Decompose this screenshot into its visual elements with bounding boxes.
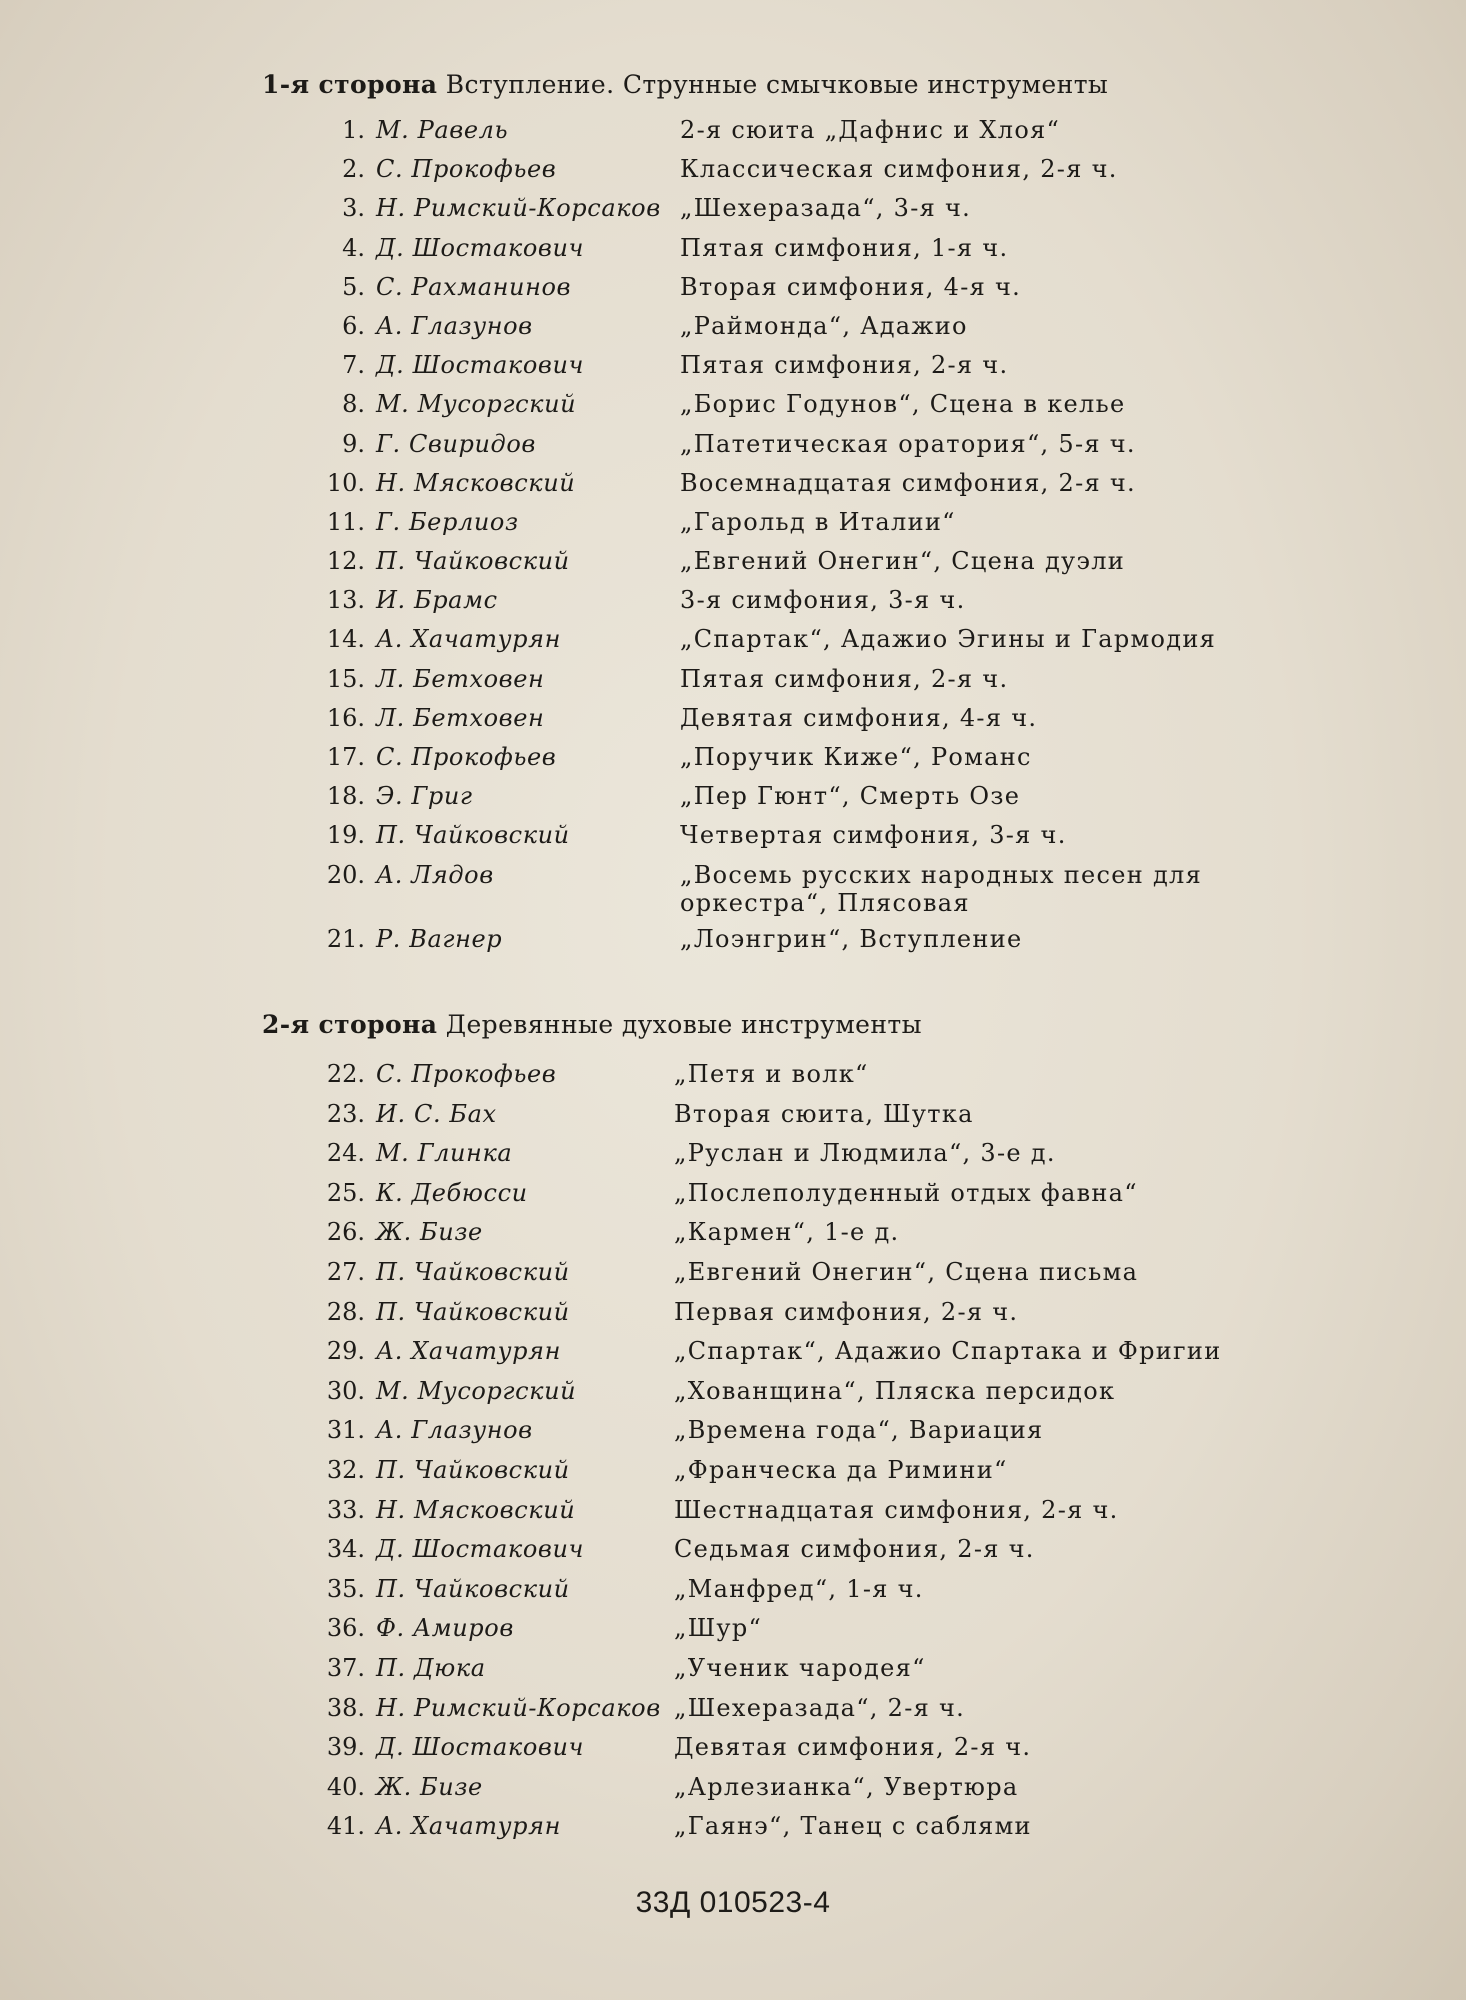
track-composer: А. Хачатурян <box>376 625 562 654</box>
track-number: 36. <box>326 1614 365 1643</box>
track-work: „Борис Годунов“, Сцена в келье <box>680 390 1126 419</box>
track-row <box>0 586 1466 625</box>
track-composer: Р. Вагнер <box>376 924 503 953</box>
track-composer: Д. Шостакович <box>376 351 585 380</box>
track-row <box>0 1733 1466 1773</box>
track-number: 35. <box>326 1574 365 1603</box>
track-number: 4. <box>342 233 365 262</box>
track-composer: П. Чайковский <box>376 1257 570 1286</box>
track-work: „Пер Гюнт“, Смерть Озе <box>680 782 1021 811</box>
track-row <box>0 1218 1466 1258</box>
track-work: „Шехеразада“, 3-я ч. <box>680 194 972 223</box>
track-composer: П. Чайковский <box>376 547 570 576</box>
track-work: Вторая симфония, 4-я ч. <box>680 272 1022 301</box>
track-work: Восемнадцатая симфония, 2-я ч. <box>680 468 1136 497</box>
track-work: „Лоэнгрин“, Вступление <box>680 924 1023 953</box>
track-number: 5. <box>342 272 365 301</box>
track-number: 19. <box>326 821 365 850</box>
track-composer: Д. Шостакович <box>376 233 585 262</box>
track-composer: Д. Шостакович <box>376 1733 585 1762</box>
track-row <box>0 743 1466 782</box>
track-number: 21. <box>326 924 365 953</box>
track-row <box>0 273 1466 312</box>
track-row <box>0 351 1466 390</box>
track-row <box>0 547 1466 586</box>
track-number: 1. <box>342 116 365 144</box>
track-row <box>0 625 1466 664</box>
track-row <box>0 1298 1466 1338</box>
track-row <box>0 1654 1466 1694</box>
side-1-header <box>262 70 1108 99</box>
track-number: 41. <box>326 1812 365 1841</box>
track-row <box>0 1575 1466 1615</box>
track-row <box>0 1179 1466 1219</box>
track-row <box>0 116 1466 155</box>
track-composer: А. Глазунов <box>376 1416 533 1445</box>
track-number: 14. <box>326 625 365 654</box>
side-1-title: Вступление. Струнные смычковые инструменты <box>445 70 1109 99</box>
track-row <box>0 1337 1466 1377</box>
track-work: „Поручик Киже“, Романс <box>680 743 1032 771</box>
side-2-header <box>262 1010 922 1039</box>
track-row <box>0 390 1466 429</box>
track-work: 2-я сюита „Дафнис и Хлоя“ <box>680 116 1061 144</box>
track-composer: Н. Мясковский <box>376 468 576 497</box>
track-number: 16. <box>326 703 365 732</box>
track-composer: Л. Бетховен <box>376 703 545 732</box>
track-composer: М. Равель <box>376 116 509 144</box>
track-work: „Руслан и Людмила“, 3-е д. <box>674 1139 1056 1168</box>
track-number: 38. <box>326 1693 365 1722</box>
track-row <box>0 1812 1466 1852</box>
track-composer: И. Брамс <box>376 586 498 615</box>
track-work: Вторая сюита, Шутка <box>674 1099 974 1128</box>
track-number: 23. <box>326 1099 365 1128</box>
track-number: 40. <box>326 1772 365 1801</box>
track-work: „Хованщина“, Пляска персидок <box>674 1376 1116 1405</box>
track-composer: М. Глинка <box>376 1139 513 1168</box>
track-composer: Г. Берлиоз <box>376 507 519 536</box>
catalog-number: 33Д 010523-4 <box>635 1886 831 1919</box>
track-work: Четвертая симфония, 3-я ч. <box>680 821 1067 850</box>
track-composer: С. Рахманинов <box>376 272 572 301</box>
track-composer: П. Чайковский <box>376 1574 570 1603</box>
track-number: 8. <box>342 390 365 419</box>
track-row <box>0 312 1466 351</box>
track-composer: А. Глазунов <box>376 311 533 340</box>
track-number: 30. <box>326 1376 365 1405</box>
track-work: „Ученик чародея“ <box>674 1653 926 1682</box>
track-composer: П. Чайковский <box>376 1297 570 1326</box>
side-1-label: 1-я сторона <box>262 70 438 99</box>
track-row <box>0 234 1466 273</box>
track-number: 13. <box>326 586 365 615</box>
track-number: 32. <box>326 1455 365 1484</box>
track-composer: С. Прокофьев <box>376 1060 557 1088</box>
track-number: 12. <box>326 547 365 576</box>
track-composer: М. Мусоргский <box>376 390 577 419</box>
track-number: 24. <box>326 1139 365 1168</box>
side-1-track-list <box>0 116 1466 964</box>
track-row <box>0 194 1466 233</box>
track-row <box>0 1060 1466 1100</box>
track-composer: А. Хачатурян <box>376 1337 562 1366</box>
track-composer: Ф. Амиров <box>376 1614 514 1643</box>
track-work: Пятая симфония, 1-я ч. <box>680 233 1009 262</box>
track-number: 20. <box>326 860 365 889</box>
track-work: Шестнадцатая симфония, 2-я ч. <box>674 1495 1119 1524</box>
track-composer: С. Прокофьев <box>376 743 557 771</box>
track-work: 3-я симфония, 3-я ч. <box>680 586 966 615</box>
track-row <box>0 1100 1466 1140</box>
track-number: 6. <box>342 311 365 340</box>
track-number: 33. <box>326 1495 365 1524</box>
track-work: „Шур“ <box>674 1614 763 1643</box>
track-work: „Гаянэ“, Танец с саблями <box>674 1812 1032 1841</box>
track-composer: А. Хачатурян <box>376 1812 562 1841</box>
track-number: 31. <box>326 1416 365 1445</box>
track-composer: П. Чайковский <box>376 821 570 850</box>
track-composer: Д. Шостакович <box>376 1535 585 1564</box>
track-work: „Шехеразада“, 2-я ч. <box>674 1693 966 1722</box>
track-row <box>0 1258 1466 1298</box>
track-row <box>0 1694 1466 1734</box>
track-composer: Л. Бетховен <box>376 664 545 693</box>
track-work: „Евгений Онегин“, Сцена письма <box>674 1257 1139 1286</box>
track-row <box>0 1139 1466 1179</box>
track-composer: Н. Римский-Корсаков <box>376 194 661 223</box>
track-work: Седьмая симфония, 2-я ч. <box>674 1535 1035 1564</box>
track-composer: Г. Свиридов <box>376 429 536 458</box>
track-work: „Евгений Онегин“, Сцена дуэли <box>680 547 1126 576</box>
track-row <box>0 704 1466 743</box>
track-row <box>0 861 1466 925</box>
track-number: 3. <box>342 194 365 223</box>
track-work: „Спартак“, Адажио Эгины и Гармодия <box>680 625 1217 654</box>
track-number: 27. <box>326 1257 365 1286</box>
track-work: Пятая симфония, 2-я ч. <box>680 351 1009 380</box>
track-row <box>0 508 1466 547</box>
side-2-title: Деревянные духовые инструменты <box>445 1010 922 1039</box>
track-number: 10. <box>326 468 365 497</box>
track-work: „Арлезианка“, Увертюра <box>674 1772 1019 1801</box>
track-row <box>0 1416 1466 1456</box>
track-work: Девятая симфония, 4-я ч. <box>680 703 1038 732</box>
track-number: 2. <box>342 155 365 184</box>
track-row <box>0 469 1466 508</box>
side-2-label: 2-я сторона <box>262 1010 438 1039</box>
track-work: „Франческа да Римини“ <box>674 1455 1008 1484</box>
track-row <box>0 430 1466 469</box>
track-number: 22. <box>326 1060 365 1088</box>
track-work: „Раймонда“, Адажио <box>680 311 968 340</box>
track-work: „Спартак“, Адажио Спартака и Фригии <box>674 1337 1222 1366</box>
track-number: 37. <box>326 1653 365 1682</box>
track-composer: К. Дебюсси <box>376 1178 528 1207</box>
track-row <box>0 665 1466 704</box>
track-row <box>0 1773 1466 1813</box>
track-work: Классическая симфония, 2-я ч. <box>680 155 1118 184</box>
track-composer: А. Лядов <box>376 860 494 889</box>
track-number: 34. <box>326 1535 365 1564</box>
track-work: Первая симфония, 2-я ч. <box>674 1297 1019 1326</box>
track-work: „Кармен“, 1-е д. <box>674 1218 900 1247</box>
track-number: 29. <box>326 1337 365 1366</box>
track-composer: П. Чайковский <box>376 1455 570 1484</box>
track-composer: М. Мусоргский <box>376 1376 577 1405</box>
track-number: 15. <box>326 664 365 693</box>
side-2-track-list <box>0 1060 1466 1852</box>
track-work: Девятая симфония, 2-я ч. <box>674 1733 1032 1762</box>
track-number: 39. <box>326 1733 365 1762</box>
track-row <box>0 1496 1466 1536</box>
track-composer: Н. Римский-Корсаков <box>376 1693 661 1722</box>
track-row <box>0 925 1466 964</box>
track-composer: Ж. Бизе <box>376 1218 483 1247</box>
track-work: „Гарольд в Италии“ <box>680 507 956 536</box>
track-work: „Манфред“, 1-я ч. <box>674 1574 924 1603</box>
track-composer: Э. Григ <box>376 782 473 811</box>
track-work: „Петя и волк“ <box>674 1060 869 1088</box>
track-composer: И. С. Бах <box>376 1099 497 1128</box>
track-row <box>0 1456 1466 1496</box>
track-number: 18. <box>326 782 365 811</box>
track-work: „Восемь русских народных песен для оркестра“, Плясовая <box>680 860 1203 917</box>
track-work: „Патетическая оратория“, 5-я ч. <box>680 429 1136 458</box>
track-work: „Времена года“, Вариация <box>674 1416 1044 1445</box>
track-work: Пятая симфония, 2-я ч. <box>680 664 1009 693</box>
track-row <box>0 1377 1466 1417</box>
track-composer: Н. Мясковский <box>376 1495 576 1524</box>
track-composer: П. Дюка <box>376 1653 486 1682</box>
track-row <box>0 782 1466 821</box>
track-number: 17. <box>326 743 365 771</box>
track-row <box>0 155 1466 194</box>
track-row <box>0 1614 1466 1654</box>
track-row <box>0 821 1466 860</box>
track-number: 28. <box>326 1297 365 1326</box>
track-number: 26. <box>326 1218 365 1247</box>
track-number: 11. <box>326 507 365 536</box>
track-number: 25. <box>326 1178 365 1207</box>
track-work: „Послеполуденный отдых фавна“ <box>674 1178 1138 1207</box>
track-composer: С. Прокофьев <box>376 155 557 184</box>
track-composer: Ж. Бизе <box>376 1772 483 1801</box>
track-number: 7. <box>342 351 365 380</box>
track-number: 9. <box>342 429 365 458</box>
track-row <box>0 1535 1466 1575</box>
